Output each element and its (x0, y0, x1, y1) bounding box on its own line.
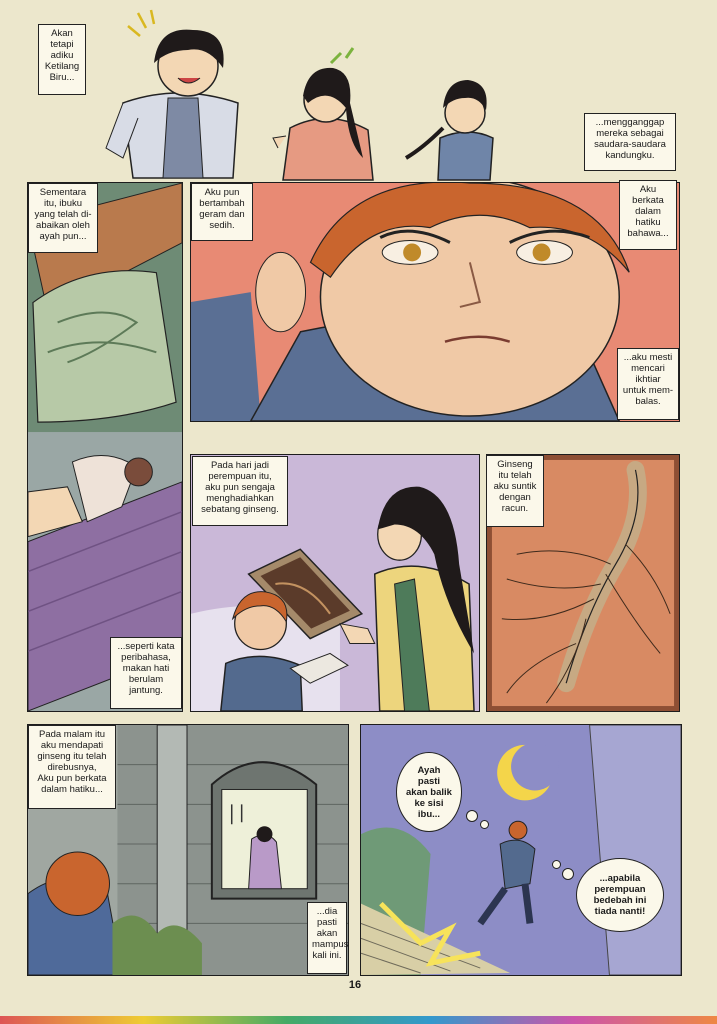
thought-dot (552, 860, 561, 869)
child-right (406, 80, 493, 180)
thought-dot (480, 820, 489, 829)
mother-illustration (28, 183, 182, 711)
caption-5: Aku berkata dalam hatiku bahawa... (619, 180, 677, 250)
thought-bubble-2: ...apabila perempuan bedebah ini tiada nanti! (576, 858, 664, 932)
panel-mother (27, 182, 183, 712)
surprise-lines-icon (128, 10, 154, 36)
caption-9: Ginseng itu telah aku suntik dengan racun. (486, 455, 544, 527)
caption-4: Aku pun bertambah geram dan sedih. (191, 183, 253, 241)
caption-10: Pada malam itu aku mendapati ginseng itu telah direbusnya, Aku pun berkata dalam hatiku... (28, 725, 116, 809)
caption-11: ...dia pasti akan mampus kali ini. (307, 902, 347, 974)
caption-1: Akan tetapi adiku Ketilang Biru... (38, 24, 86, 95)
thought-dot (466, 810, 478, 822)
boy-face-illustration (191, 183, 679, 421)
panel-boy-face (190, 182, 680, 422)
caption-2: ...mengganggap mereka sebagai saudara-saudara kandungku. (584, 113, 676, 171)
thought-bubble-1: Ayah pasti akan balik ke sisi ibu... (396, 752, 462, 832)
caption-8: Pada hari jadi perempuan itu, aku pun sengaja menghadiahkan sebatang ginseng. (192, 456, 288, 526)
page-number: 16 (348, 979, 362, 991)
child-left (106, 30, 238, 178)
caption-3: Sementara itu, ibuku yang telah di- abaikan oleh ayah pun... (28, 183, 98, 253)
caption-7: ...seperti kata peribahasa, makan hati berulam jantung. (110, 637, 182, 709)
bottom-color-strip (0, 1016, 717, 1024)
caption-6: ...aku mesti mencari ikhtiar untuk mem- balas. (617, 348, 679, 420)
child-girl (273, 48, 373, 180)
thought-dot (562, 868, 574, 880)
